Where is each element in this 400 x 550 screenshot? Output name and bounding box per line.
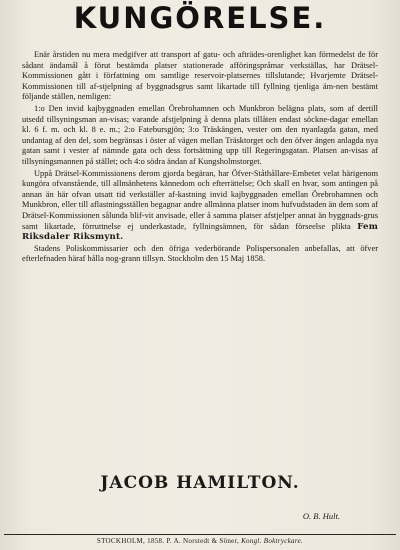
printer-imprint <box>0 537 400 545</box>
document-title: KUNGÖRELSE. <box>73 1 327 35</box>
imprint-printer: P. A. Norstedt & Söner, <box>166 537 239 545</box>
countersignature: O. B. Hult. <box>302 511 340 521</box>
penalty-text: Uppå Drätsel-Kommissionens derom gjorda begäran, har Öfver-Ståthållare-Embetet velat härigenom kungöra ofvanstående, till allmänhetens kännedom och efterrättelse; Och skall en hvar, som antingen på annan än här ofvan utsatt tid verkställer af-kastning invid kajbyggnaden emellan Örebrohamnen och Munkbron, eller till aflastningsställen begagnar andre allmänna platser inom hufvudstaden än dem som af Drätsel-Kommissionen sålunda blif-vit anvisade, eller å samma platser afstjelper annat än byggnads-grus samt likartade, förruttnelse ej underkastade, fyllningsämnen, för sådan förseelse plikta <box>22 168 378 231</box>
paragraph-enforcement: Stadens Poliskommissarier och den öfriga vederbörande Polispersonalen anbefallas, att öfver efterlefnaden häraf hålla nog-grann tillsyn. Stockholm den 15 Maj 1858. <box>22 243 378 264</box>
imprint-printer-title: Kongl. Boktryckare. <box>241 537 304 545</box>
signature-name: JACOB HAMILTON. <box>100 473 300 493</box>
fine-amount: Fem Riksdaler Riksmynt. <box>22 221 379 243</box>
imprint-city: STOCKHOLM, 1858. <box>96 537 165 545</box>
paragraph-intro: Enär årstiden nu mera medgifver att transport af gatu- och afträdes-orenlighet kan förmedelst de för sådant ändamål å förut bestämda platser stationerade afföringspråmar verkställas, har Drätsel-Kommissionen gått i författning om samtlige reservoir-platsernes tillslutande; Hvarjemte Drätsel-Kommissionen till af-stjelpning af byggnadsgrus samt likartade till fyllning tjenliga äm-nen bestämt följande ställen, nemligen: <box>22 50 378 102</box>
paragraph-penalty <box>22 169 378 243</box>
paragraph-locations: 1:o Den invid kajbyggnaden emellan Örebrohamnen och Munkbron belägna plats, som af dertill utsedd tillsyningsman an-visas; varande afstjelpning å denna plats tillåten endast söckne-dagar emellan kl. 6 f. m. och kl. 8 e. m.; 2:o Fatebursgjön; 3:o Träskängen, vester om den nyanlagda gatan, med undantag af den del, som begränsas i öster af vägen mellan Träsktorget och den öfver ängen anlagda nya gatan samt i vester af nämnde gata och dess fortsättning upp till Regeringsgatan. Platsen an-visas af tillsyningsmannen på stället; och 4:o södra ändan af Kungsholmstorget. <box>22 103 378 166</box>
imprint-divider <box>4 534 396 535</box>
proclamation-body <box>22 50 378 265</box>
